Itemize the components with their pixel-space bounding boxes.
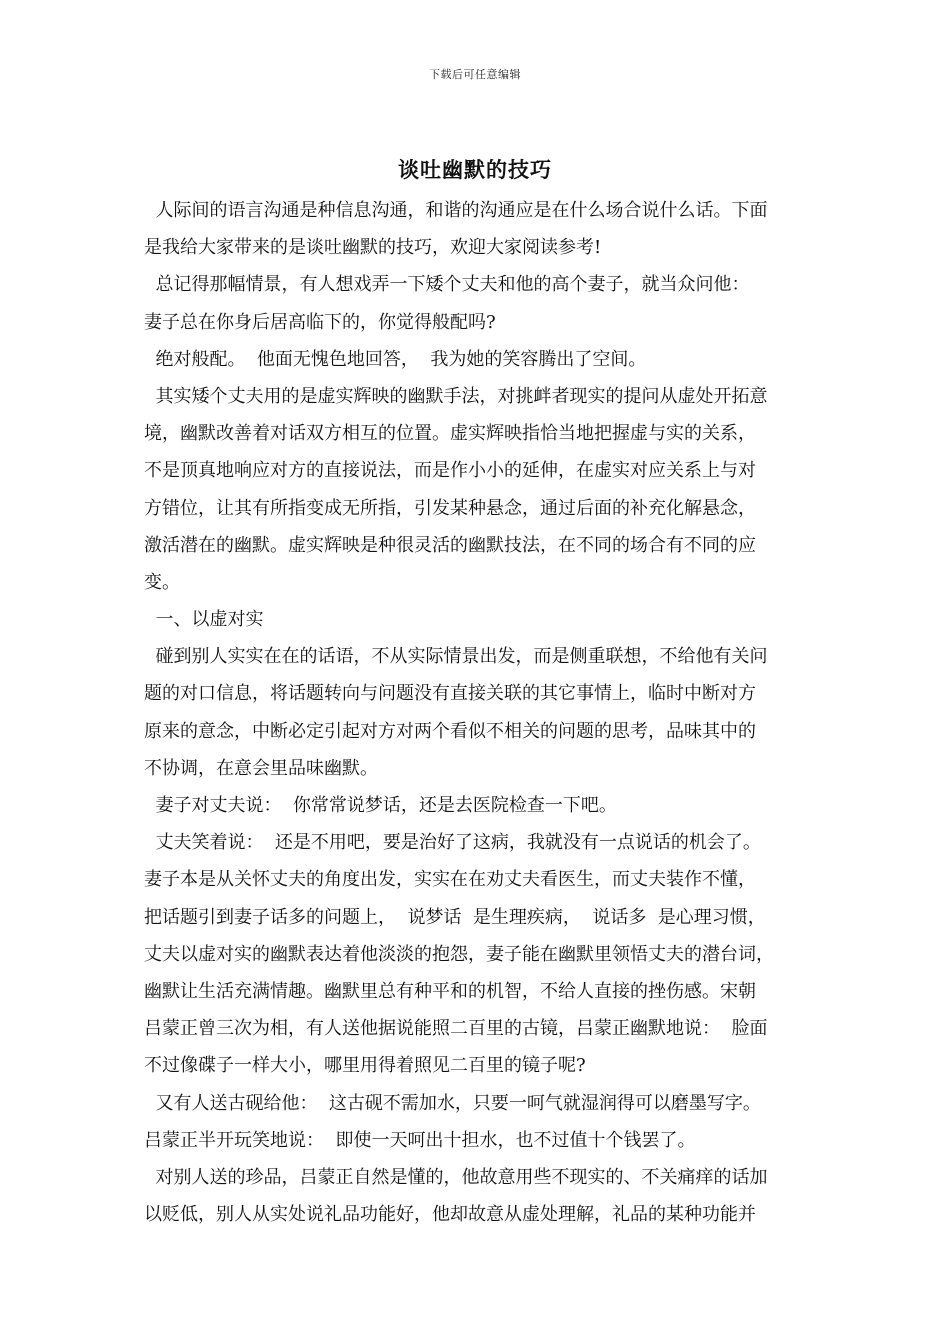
body-line: 变。	[144, 571, 180, 593]
body-line: 境，幽默改善着对话双方相互的位置。虚实辉映指恰当地把握虚与实的关系，	[144, 423, 756, 445]
body-line: 幽默让生活充满情趣。幽默里总有种平和的机智，不给人直接的挫伤感。宋朝	[144, 980, 756, 1002]
body-line: 妻子本是从关怀丈夫的角度出发，实实在在劝丈夫看医生，而丈夫装作不懂，	[144, 869, 756, 891]
body-line: 不协调，在意会里品味幽默。	[144, 757, 378, 779]
body-line: 丈夫笑着说： 还是不用吧，要是治好了这病，我就没有一点说话的机会了。	[144, 832, 761, 854]
body-line: 题的对口信息，将话题转向与问题没有直接关联的其它事情上，临时中断对方	[144, 683, 756, 705]
body-line: 方错位，让其有所指变成无所指，引发某种悬念，通过后面的补充化解悬念，	[144, 497, 756, 519]
body-line: 不过像碟子一样大小，哪里用得着照见二百里的镜子呢?	[144, 1055, 586, 1077]
body-line: 吕蒙正曾三次为相，有人送他据说能照二百里的古镜，吕蒙正幽默地说： 脸面	[144, 1018, 768, 1040]
body-line: 激活潜在的幽默。虚实辉映是种很灵活的幽默技法，在不同的场合有不同的应	[144, 534, 756, 556]
body-line: 妻子总在你身后居高临下的，你觉得般配吗?	[144, 311, 496, 333]
body-line: 又有人送古砚给他： 这古砚不需加水，只要一呵气就湿润得可以磨墨写字。	[144, 1092, 761, 1114]
body-line: 以贬低，别人从实处说礼品功能好，他却故意从虚处理解，礼品的某种功能并	[144, 1204, 756, 1226]
document-title: 谈吐幽默的技巧	[398, 157, 552, 182]
body-line: 把话题引到妻子话多的问题上， 说梦话 是生理疾病， 说话多 是心理习惯，	[144, 906, 766, 928]
header-note: 下载后可任意编辑	[429, 68, 521, 81]
body-line: 是我给大家带来的是谈吐幽默的技巧，欢迎大家阅读参考!	[144, 237, 602, 259]
body-line: 丈夫以虚对实的幽默表达着他淡淡的抱怨，妻子能在幽默里领悟丈夫的潜台词，	[144, 943, 774, 965]
body-line: 妻子对丈夫说： 你常常说梦话，还是去医院检查一下吧。	[144, 795, 617, 816]
body-line: 人际间的语言沟通是种信息沟通，和谐的沟通应是在什么场合说什么话。下面	[144, 200, 768, 221]
body-line: 总记得那幅情景，有人想戏弄一下矮个丈夫和他的高个妻子，就当众问他：	[144, 274, 750, 296]
body-line: 吕蒙正半开玩笑地说： 即使一天呵出十担水，也不过值十个钱罢了。	[144, 1129, 696, 1151]
body-line: 其实矮个丈夫用的是虚实辉映的幽默手法，对挑衅者现实的提问从虚处开拓意	[144, 385, 768, 407]
body-line: 不是顶真地响应对方的直接说法，而是作小小的延伸，在虚实对应关系上与对	[144, 460, 756, 482]
body-line: 原来的意念，中断必定引起对方对两个看似不相关的问题的思考，品味其中的	[144, 720, 756, 742]
body-line: 碰到别人实实在在的话语，不从实际情景出发，而是侧重联想，不给他有关问	[144, 646, 768, 668]
body-line: 一、以虚对实	[144, 609, 264, 631]
body-text	[144, 192, 820, 1233]
body-line: 绝对般配。 他面无愧色地回答， 我为她的笑容腾出了空间。	[144, 348, 647, 370]
body-line: 对别人送的珍品，吕蒙正自然是懂的，他故意用些不现实的、不关痛痒的话加	[144, 1166, 768, 1188]
